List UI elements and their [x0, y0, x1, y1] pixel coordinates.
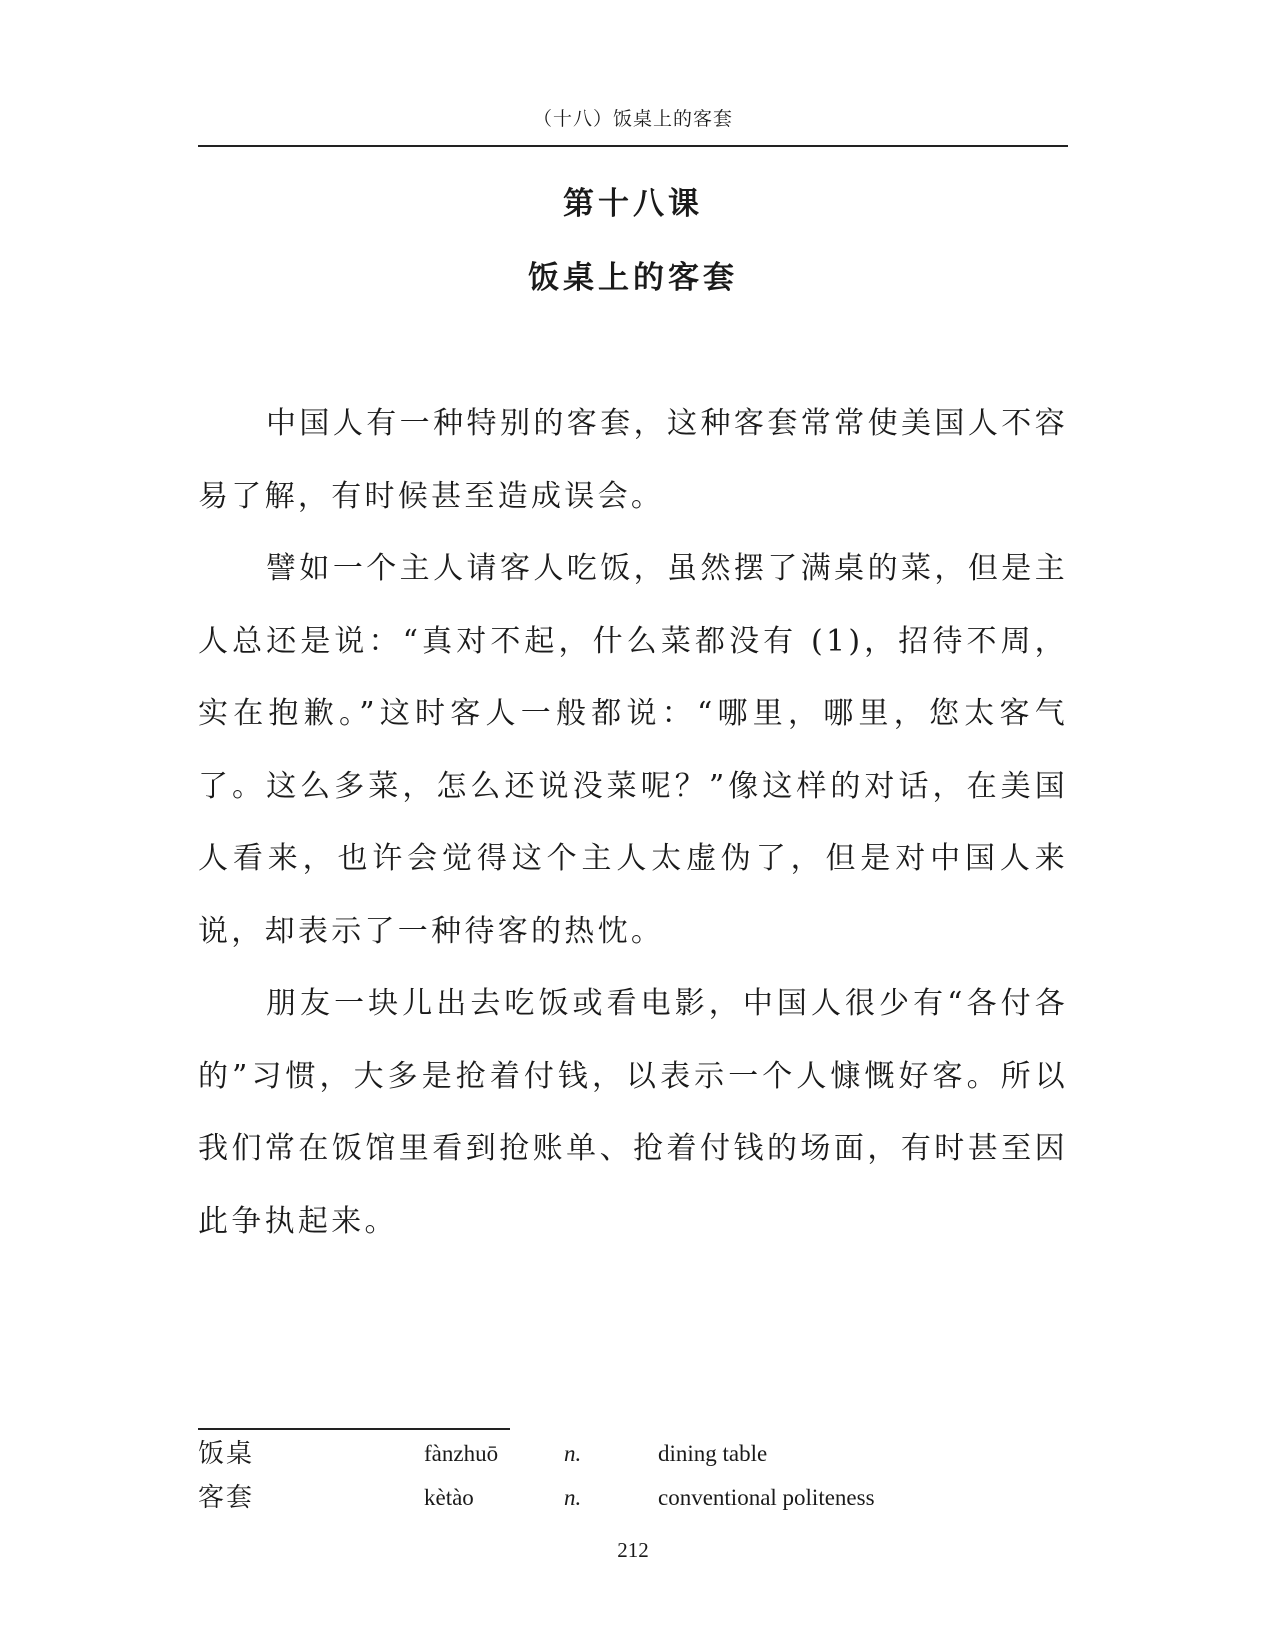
vocabulary-divider [198, 1428, 510, 1430]
vocab-pinyin: kètào [424, 1485, 474, 1510]
vocab-part-of-speech: n. [564, 1485, 582, 1510]
lesson-body [198, 388, 1068, 1258]
vocabulary-item [198, 1436, 1068, 1480]
vocab-definition: dining table [658, 1441, 768, 1466]
header-divider [198, 145, 1068, 147]
lesson-title: 饭桌上的客套 [528, 260, 738, 296]
vocab-pinyin: fànzhuō [424, 1441, 499, 1466]
paragraph-3: 朋友一块儿出去吃饭或看电影，中国人很少有“各付各的”习惯，大多是抢着付钱，以表示一个人慷慨好客。所以我们常在饭馆里看到抢账单、抢着付钱的场面，有时甚至因此争执起来。 [198, 986, 1068, 1239]
lesson-number: 第十八课 [563, 186, 703, 222]
paragraph-2: 譬如一个主人请客人吃饭，虽然摆了满桌的菜，但是主人总还是说：“真对不起，什么菜都没有 (1)，招待不周，实在抱歉。”这时客人一般都说：“哪里，哪里，您太客气了。这么多菜，怎么还说没菜呢？”像这样的对话，在美国人看来，也许会觉得这个主人太虚伪了，但是对中国人来说，却表示了一种待客的热忱。 [198, 551, 1068, 949]
paragraph-1: 中国人有一种特别的客套，这种客套常常使美国人不容易了解，有时候甚至造成误会。 [198, 406, 1068, 514]
vocab-term: 客套 [198, 1483, 255, 1513]
running-head: （十八）饭桌上的客套 [532, 108, 733, 130]
vocabulary-item [198, 1480, 1068, 1524]
page-number: 212 [617, 1538, 649, 1562]
vocabulary-list [198, 1436, 1068, 1524]
vocab-part-of-speech: n. [564, 1441, 582, 1466]
vocab-definition: conventional politeness [658, 1485, 875, 1510]
vocab-term: 饭桌 [198, 1439, 255, 1469]
